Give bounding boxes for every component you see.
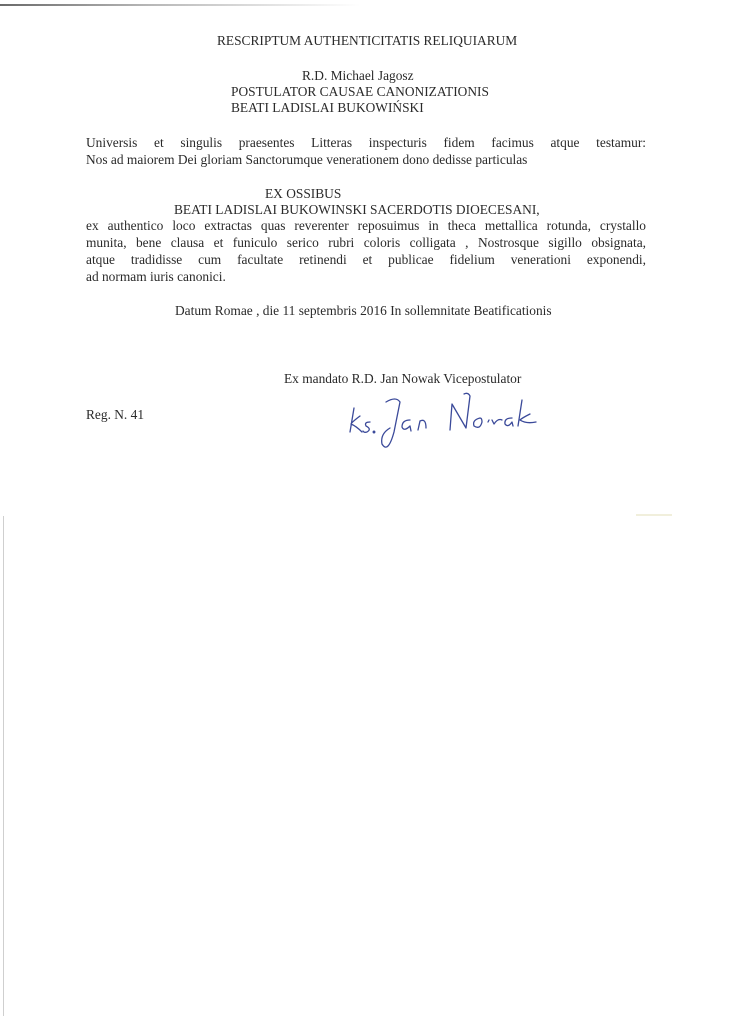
body-paragraph <box>86 217 646 285</box>
signature-stroke <box>450 393 470 430</box>
intro-paragraph <box>86 134 646 168</box>
relic-subject: BEATI LADISLAI BUKOWINSKI SACERDOTIS DIOECESANI, <box>174 202 540 217</box>
body-line: atque tradidisse cum facultate retinendi et publicae fidelium venerationi exponendi, <box>86 252 646 267</box>
mandate-line: Ex mandato R.D. Jan Nowak Vicepostulator <box>284 371 522 386</box>
signature-stroke <box>418 420 426 430</box>
intro-line: Universis et singulis praesentes Litteras inspecturis fidem facimus atque testamur: <box>86 135 646 150</box>
body-line: munita, bene clausa et funiculo serico rubri coloris colligata , Nostrosque sigillo obsignata, <box>86 235 646 250</box>
body-line: ex authentico loco extractas quas reverenter reposuimus in theca mettallica rotunda, crystallo <box>86 218 646 233</box>
postulator-role: POSTULATOR CAUSAE CANONIZATIONIS <box>231 84 489 99</box>
signature-stroke <box>474 418 482 427</box>
register-number: Reg. N. 41 <box>86 407 145 422</box>
handwritten-signature <box>340 382 540 458</box>
signature-stroke <box>488 420 502 425</box>
signature-stroke <box>505 418 513 426</box>
postulator-name: R.D. Michael Jagosz <box>302 68 414 83</box>
signature-stroke <box>518 400 536 426</box>
intro-line: Nos ad maiorem Dei gloriam Sanctorumque venerationem dono dedisse particulas <box>86 152 528 167</box>
relic-heading: EX OSSIBUS <box>265 186 342 201</box>
scan-mark <box>636 514 672 516</box>
signature-stroke <box>382 399 400 447</box>
date-line: Datum Romae , die 11 septembris 2016 In sollemnitate Beatificationis <box>175 303 552 318</box>
signature-stroke <box>363 422 370 432</box>
signature-stroke <box>402 420 411 431</box>
signature-stroke <box>373 431 375 433</box>
document-title: RESCRIPTUM AUTHENTICITATIS RELIQUIARUM <box>217 33 518 48</box>
body-line: ad normam iuris canonici. <box>86 269 226 284</box>
scan-edge-left <box>3 516 4 1016</box>
postulator-cause: BEATI LADISLAI BUKOWIŃSKI <box>231 100 424 115</box>
signature-stroke <box>350 408 362 432</box>
scan-edge-top <box>0 4 360 6</box>
